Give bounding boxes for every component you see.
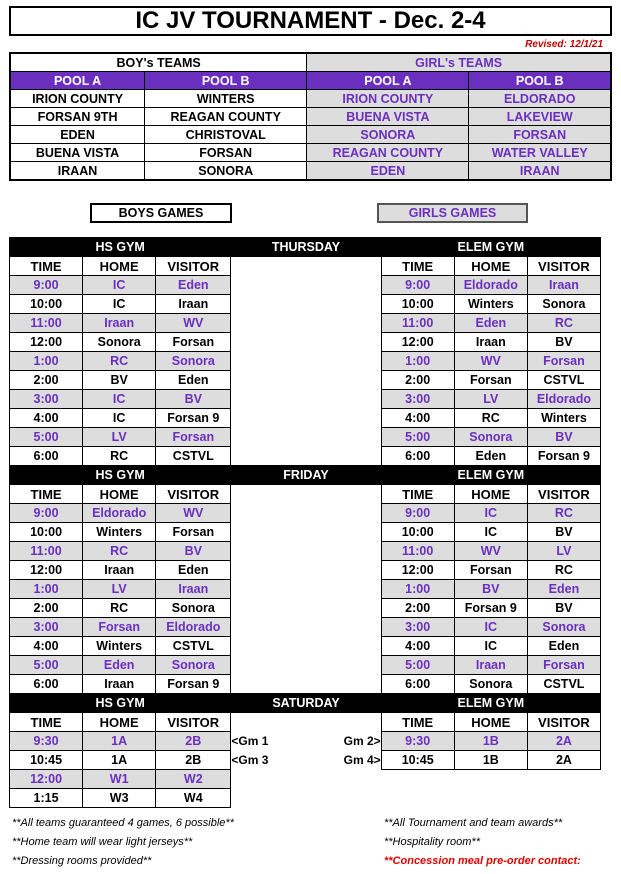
game-cell: 11:00: [10, 542, 83, 561]
game-cell: 10:45: [381, 751, 454, 770]
gm-spacer: [231, 295, 381, 314]
column-header: HOME: [454, 485, 527, 504]
game-row: [10, 732, 601, 751]
game-cell: Sonora: [156, 352, 231, 371]
gm-spacer: [231, 409, 381, 428]
column-header: TIME: [10, 485, 83, 504]
game-cell: Eden: [527, 580, 600, 599]
game-row: [10, 314, 601, 333]
game-cell: 6:00: [381, 447, 454, 466]
game-cell: Iraan: [83, 561, 156, 580]
game-cell: Eden: [454, 314, 527, 333]
game-cell: W2: [156, 770, 231, 789]
notes-left: [12, 817, 234, 874]
game-cell: 12:00: [10, 770, 83, 789]
game-cell: Forsan: [83, 618, 156, 637]
game-row: [10, 333, 601, 352]
revised-date: Revised: 12/1/21: [525, 39, 603, 50]
game-cell: Sonora: [156, 599, 231, 618]
day-label: FRIDAY: [231, 466, 381, 485]
game-cell: W1: [83, 770, 156, 789]
game-cell: 6:00: [381, 675, 454, 694]
column-header: TIME: [381, 713, 454, 732]
girls-team-cell: EDEN: [307, 162, 469, 181]
gm-spacer: [231, 770, 381, 789]
spacer: [381, 770, 454, 789]
gm-spacer: [231, 542, 381, 561]
game-cell: Iraan: [83, 314, 156, 333]
game-cell: Iraan: [156, 580, 231, 599]
game-cell: 11:00: [381, 542, 454, 561]
game-cell: Iraan: [83, 675, 156, 694]
game-row: [10, 580, 601, 599]
game-row: [10, 770, 601, 789]
gm-spacer: [231, 732, 381, 751]
game-cell: 4:00: [10, 637, 83, 656]
gm-spacer: [231, 390, 381, 409]
column-header: VISITOR: [156, 257, 231, 276]
game-cell: 2A: [527, 751, 600, 770]
game-cell: 2:00: [381, 599, 454, 618]
game-cell: IC: [83, 409, 156, 428]
game-cell: CSTVL: [156, 447, 231, 466]
game-cell: Iraan: [454, 333, 527, 352]
game-row: [10, 599, 601, 618]
game-cell: 2A: [527, 732, 600, 751]
game-cell: 2B: [156, 751, 231, 770]
gm-spacer: [231, 599, 381, 618]
game-row: [10, 561, 601, 580]
game-cell: 4:00: [381, 409, 454, 428]
gm-spacer: [231, 618, 381, 637]
girls-team-cell: LAKEVIEW: [469, 108, 611, 126]
column-header: TIME: [381, 257, 454, 276]
game-cell: W4: [156, 789, 231, 808]
game-cell: 3:00: [381, 618, 454, 637]
game-cell: WV: [156, 504, 231, 523]
game-cell: Forsan 9: [156, 409, 231, 428]
game-cell: RC: [83, 599, 156, 618]
game-cell: 2:00: [381, 371, 454, 390]
gm-spacer: [231, 656, 381, 675]
game-row: [10, 675, 601, 694]
gm-spacer: [231, 523, 381, 542]
gm-spacer: [231, 371, 381, 390]
gm-spacer: [231, 561, 381, 580]
game-cell: 9:00: [10, 504, 83, 523]
game-cell: 9:00: [381, 504, 454, 523]
game-cell: Iraan: [527, 276, 600, 295]
game-cell: LV: [83, 428, 156, 447]
game-cell: BV: [527, 599, 600, 618]
game-row: [10, 409, 601, 428]
column-header: VISITOR: [156, 485, 231, 504]
game-cell: 1A: [83, 751, 156, 770]
note-awards: **All Tournament and team awards**: [384, 817, 563, 829]
game-cell: BV: [83, 371, 156, 390]
game-cell: RC: [527, 314, 600, 333]
game-cell: 10:00: [10, 523, 83, 542]
right-gym-label: ELEM GYM: [381, 238, 600, 257]
game-cell: Iraan: [454, 656, 527, 675]
boys-teams-header: BOY's TEAMS: [10, 53, 307, 72]
boys-pool-a: POOL A: [10, 72, 145, 90]
game-cell: CSTVL: [156, 637, 231, 656]
spacer: [527, 770, 600, 789]
game-row: [10, 789, 601, 808]
gm-spacer: [231, 276, 381, 295]
game-cell: 9:30: [381, 732, 454, 751]
spacer: [454, 789, 527, 808]
game-cell: 10:00: [381, 523, 454, 542]
boys-team-cell: IRION COUNTY: [10, 90, 145, 108]
game-row: [10, 371, 601, 390]
game-cell: 12:00: [381, 561, 454, 580]
gm-spacer: [231, 675, 381, 694]
boys-team-cell: EDEN: [10, 126, 145, 144]
girls-team-cell: IRION COUNTY: [307, 90, 469, 108]
game-cell: 6:00: [10, 675, 83, 694]
girls-team-cell: IRAAN: [469, 162, 611, 181]
game-row: [10, 428, 601, 447]
page-title: IC JV TOURNAMENT - Dec. 2-4: [9, 6, 612, 36]
game-cell: 10:00: [381, 295, 454, 314]
gm-spacer: [231, 637, 381, 656]
girls-games-button[interactable]: GIRLS GAMES: [377, 203, 528, 223]
game-cell: BV: [527, 523, 600, 542]
column-header: HOME: [83, 713, 156, 732]
girls-team-cell: WATER VALLEY: [469, 144, 611, 162]
right-gym-label: ELEM GYM: [381, 466, 600, 485]
game-cell: IC: [83, 276, 156, 295]
game-cell: IC: [454, 504, 527, 523]
game-cell: 1B: [454, 751, 527, 770]
game-row: [10, 390, 601, 409]
game-row: [10, 751, 601, 770]
game-cell: 5:00: [10, 428, 83, 447]
game-cell: IC: [454, 523, 527, 542]
game-cell: 2:00: [10, 599, 83, 618]
game-cell: Winters: [454, 295, 527, 314]
game-cell: 5:00: [381, 656, 454, 675]
gm-spacer: [231, 751, 381, 770]
game-cell: 9:00: [10, 276, 83, 295]
day-label: THURSDAY: [231, 238, 381, 257]
game-row: [10, 637, 601, 656]
game-cell: Eden: [527, 637, 600, 656]
spacer: [231, 257, 381, 276]
game-cell: Winters: [527, 409, 600, 428]
note-games: **All teams guaranteed 4 games, 6 possible**: [12, 817, 234, 829]
game-row: [10, 295, 601, 314]
girls-team-cell: REAGAN COUNTY: [307, 144, 469, 162]
game-cell: Eldorado: [83, 504, 156, 523]
gm-left-label: <Gm 1: [231, 734, 269, 748]
boys-pool-b: POOL B: [145, 72, 307, 90]
game-cell: Forsan: [454, 371, 527, 390]
girls-team-cell: FORSAN: [469, 126, 611, 144]
game-cell: WV: [156, 314, 231, 333]
column-header: TIME: [10, 713, 83, 732]
game-cell: 1B: [454, 732, 527, 751]
boys-team-cell: REAGAN COUNTY: [145, 108, 307, 126]
girls-pool-b: POOL B: [469, 72, 611, 90]
game-cell: LV: [83, 580, 156, 599]
girls-teams-header: GIRL's TEAMS: [307, 53, 611, 72]
game-cell: BV: [156, 542, 231, 561]
game-cell: WV: [454, 542, 527, 561]
column-header: HOME: [83, 257, 156, 276]
game-cell: 11:00: [10, 314, 83, 333]
game-cell: Eden: [83, 656, 156, 675]
game-cell: Forsan 9: [156, 675, 231, 694]
gm-right-label: Gm 4>: [343, 753, 381, 767]
teams-table: [9, 52, 612, 181]
game-cell: 10:00: [10, 295, 83, 314]
girls-team-cell: BUENA VISTA: [307, 108, 469, 126]
game-cell: RC: [83, 352, 156, 371]
note-concession: **Concession meal pre-order contact:: [384, 855, 581, 867]
game-cell: Sonora: [527, 618, 600, 637]
notes-right: [384, 817, 581, 874]
game-cell: 1:00: [381, 580, 454, 599]
right-gym-label: ELEM GYM: [381, 694, 600, 713]
game-row: [10, 656, 601, 675]
game-cell: IC: [83, 295, 156, 314]
game-cell: 2:00: [10, 371, 83, 390]
game-cell: Forsan 9: [454, 599, 527, 618]
game-cell: Winters: [83, 637, 156, 656]
game-row: [10, 276, 601, 295]
game-cell: Sonora: [454, 675, 527, 694]
game-cell: 1:00: [10, 352, 83, 371]
column-header: VISITOR: [527, 257, 600, 276]
gm-spacer: [231, 504, 381, 523]
spacer: [381, 789, 454, 808]
gm-spacer: [231, 352, 381, 371]
game-cell: Forsan: [527, 352, 600, 371]
spacer: [231, 485, 381, 504]
game-cell: Eden: [156, 276, 231, 295]
boys-team-cell: CHRISTOVAL: [145, 126, 307, 144]
game-cell: Eldorado: [527, 390, 600, 409]
game-cell: 1:00: [381, 352, 454, 371]
left-gym-label: HS GYM: [10, 466, 231, 485]
column-header: HOME: [83, 485, 156, 504]
game-cell: Forsan: [454, 561, 527, 580]
game-row: [10, 542, 601, 561]
note-dressing: **Dressing rooms provided**: [12, 855, 152, 867]
game-cell: RC: [454, 409, 527, 428]
game-cell: RC: [527, 561, 600, 580]
game-cell: Forsan: [156, 428, 231, 447]
column-header: HOME: [454, 257, 527, 276]
game-cell: Eden: [156, 561, 231, 580]
game-cell: RC: [83, 542, 156, 561]
game-cell: Forsan: [156, 333, 231, 352]
boys-team-cell: WINTERS: [145, 90, 307, 108]
left-gym-label: HS GYM: [10, 238, 231, 257]
game-row: [10, 523, 601, 542]
gm-spacer: [231, 314, 381, 333]
game-cell: 2B: [156, 732, 231, 751]
game-cell: 5:00: [381, 428, 454, 447]
game-cell: 4:00: [381, 637, 454, 656]
spacer: [527, 789, 600, 808]
column-header: VISITOR: [527, 713, 600, 732]
left-gym-label: HS GYM: [10, 694, 231, 713]
game-cell: 3:00: [10, 390, 83, 409]
game-cell: BV: [527, 333, 600, 352]
game-cell: Sonora: [156, 656, 231, 675]
gm-right-label: Gm 2>: [343, 734, 381, 748]
game-cell: Iraan: [156, 295, 231, 314]
game-cell: 9:30: [10, 732, 83, 751]
game-cell: BV: [527, 428, 600, 447]
game-cell: Eldorado: [156, 618, 231, 637]
column-header: TIME: [381, 485, 454, 504]
game-cell: Forsan: [156, 523, 231, 542]
game-cell: LV: [454, 390, 527, 409]
game-cell: Sonora: [527, 295, 600, 314]
game-cell: 10:45: [10, 751, 83, 770]
gm-spacer: [231, 447, 381, 466]
game-cell: 5:00: [10, 656, 83, 675]
game-cell: 12:00: [10, 333, 83, 352]
boys-team-cell: SONORA: [145, 162, 307, 181]
game-cell: BV: [156, 390, 231, 409]
gm-left-label: <Gm 3: [231, 753, 269, 767]
game-cell: Eldorado: [454, 276, 527, 295]
column-header: HOME: [454, 713, 527, 732]
boys-games-button[interactable]: BOYS GAMES: [90, 203, 232, 223]
game-row: [10, 447, 601, 466]
game-cell: CSTVL: [527, 675, 600, 694]
note-hospitality: **Hospitality room**: [384, 836, 480, 848]
game-cell: Eden: [156, 371, 231, 390]
game-cell: Forsan 9: [527, 447, 600, 466]
boys-team-cell: FORSAN: [145, 144, 307, 162]
game-cell: 12:00: [381, 333, 454, 352]
game-cell: IC: [83, 390, 156, 409]
girls-team-cell: ELDORADO: [469, 90, 611, 108]
game-cell: CSTVL: [527, 371, 600, 390]
girls-pool-a: POOL A: [307, 72, 469, 90]
game-cell: Sonora: [454, 428, 527, 447]
spacer: [231, 713, 381, 732]
game-row: [10, 618, 601, 637]
game-cell: 3:00: [381, 390, 454, 409]
game-cell: Winters: [83, 523, 156, 542]
schedule-table: [9, 237, 601, 808]
gm-spacer: [231, 580, 381, 599]
column-header: VISITOR: [527, 485, 600, 504]
gm-spacer: [231, 333, 381, 352]
game-cell: Eden: [454, 447, 527, 466]
game-row: [10, 504, 601, 523]
game-cell: 4:00: [10, 409, 83, 428]
game-cell: 9:00: [381, 276, 454, 295]
spacer: [454, 770, 527, 789]
day-label: SATURDAY: [231, 694, 381, 713]
game-cell: RC: [83, 447, 156, 466]
game-cell: Forsan: [527, 656, 600, 675]
gm-spacer: [231, 789, 381, 808]
game-cell: IC: [454, 637, 527, 656]
game-cell: 6:00: [10, 447, 83, 466]
game-cell: W3: [83, 789, 156, 808]
game-cell: 1:00: [10, 580, 83, 599]
game-cell: 3:00: [10, 618, 83, 637]
game-cell: BV: [454, 580, 527, 599]
column-header: TIME: [10, 257, 83, 276]
gm-spacer: [231, 428, 381, 447]
game-cell: LV: [527, 542, 600, 561]
game-cell: 12:00: [10, 561, 83, 580]
girls-team-cell: SONORA: [307, 126, 469, 144]
game-cell: 11:00: [381, 314, 454, 333]
note-jerseys: **Home team will wear light jerseys**: [12, 836, 193, 848]
game-cell: 1:15: [10, 789, 83, 808]
boys-team-cell: FORSAN 9TH: [10, 108, 145, 126]
column-header: VISITOR: [156, 713, 231, 732]
game-cell: IC: [454, 618, 527, 637]
game-cell: Sonora: [83, 333, 156, 352]
game-cell: 1A: [83, 732, 156, 751]
boys-team-cell: BUENA VISTA: [10, 144, 145, 162]
game-cell: RC: [527, 504, 600, 523]
game-cell: WV: [454, 352, 527, 371]
boys-team-cell: IRAAN: [10, 162, 145, 181]
game-row: [10, 352, 601, 371]
